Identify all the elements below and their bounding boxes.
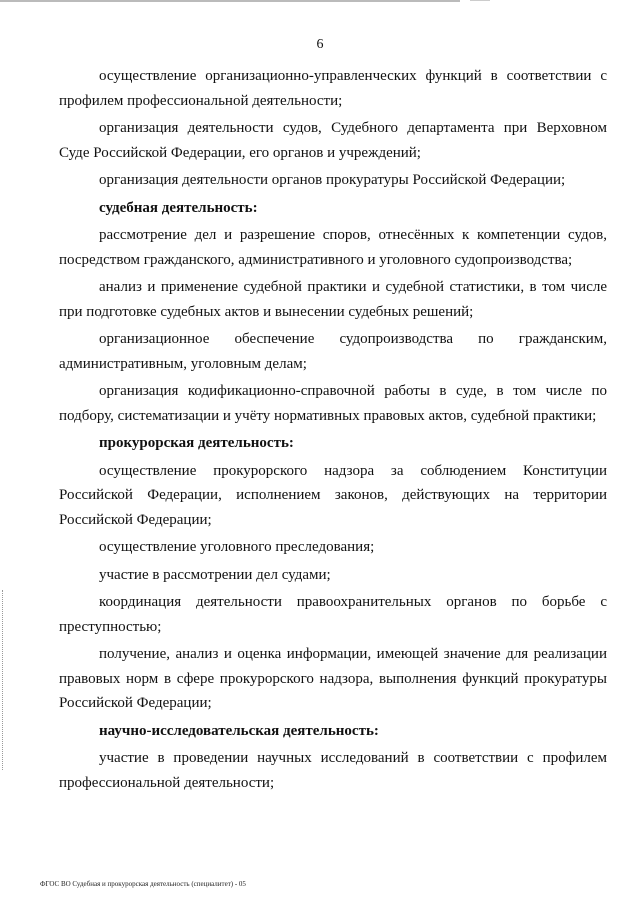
scan-top-edge-fragment [470,0,490,1]
paragraph: организация деятельности судов, Судебного департамента при Верховном Суде Российской Федерации, его органов и учреждений; [59,120,607,161]
section-heading: научно-исследовательская деятельность: [99,722,379,739]
paragraph: анализ и применение судебной практики и судебной статистики, в том числе при подготовке судебных актов и вынесении судебных решений; [59,279,607,320]
page-footer: ФГОС ВО Судебная и прокурорская деятельность (специалитет) - 05 [40,880,246,888]
paragraph: участие в проведении научных исследований в соответствии с профилем профессиональной деятельности; [59,750,607,791]
scan-top-edge [0,0,460,2]
page-number: 6 [316,37,324,52]
paragraph: рассмотрение дел и разрешение споров, отнесённых к компетенции судов, посредством гражданского, административного и уголовного судопроизводства; [59,227,607,268]
paragraph: осуществление прокурорского надзора за соблюдением Конституции Российской Федерации, исполнением законов, действующих на территории Российской Федерации; [59,462,607,528]
paragraph: участие в рассмотрении дел судами; [99,566,331,583]
document-body [59,64,607,798]
paragraph: организационное обеспечение судопроизводства по гражданским, административным, уголовным делам; [59,331,607,372]
paragraph: осуществление уголовного преследования; [99,539,375,555]
paragraph: организация кодификационно-справочной работы в суде, в том числе по подбору, систематизации и учёту нормативных правовых актов, судебной практики; [59,383,607,424]
scan-binding-marks [2,590,6,770]
paragraph: организация деятельности органов прокуратуры Российской Федерации; [99,172,566,188]
section-heading: судебная деятельность: [99,199,258,216]
section-heading: прокурорская деятельность: [99,435,294,451]
paragraph: осуществление организационно-управленческих функций в соответствии с профилем профессиональной деятельности; [59,68,607,109]
paragraph: получение, анализ и оценка информации, имеющей значение для реализации правовых норм в сфере прокурорского надзора, выполнения функций прокуратуры Российской Федерации; [59,646,607,711]
paragraph: координация деятельности правоохранительных органов по борьбе с преступностью; [59,594,607,635]
